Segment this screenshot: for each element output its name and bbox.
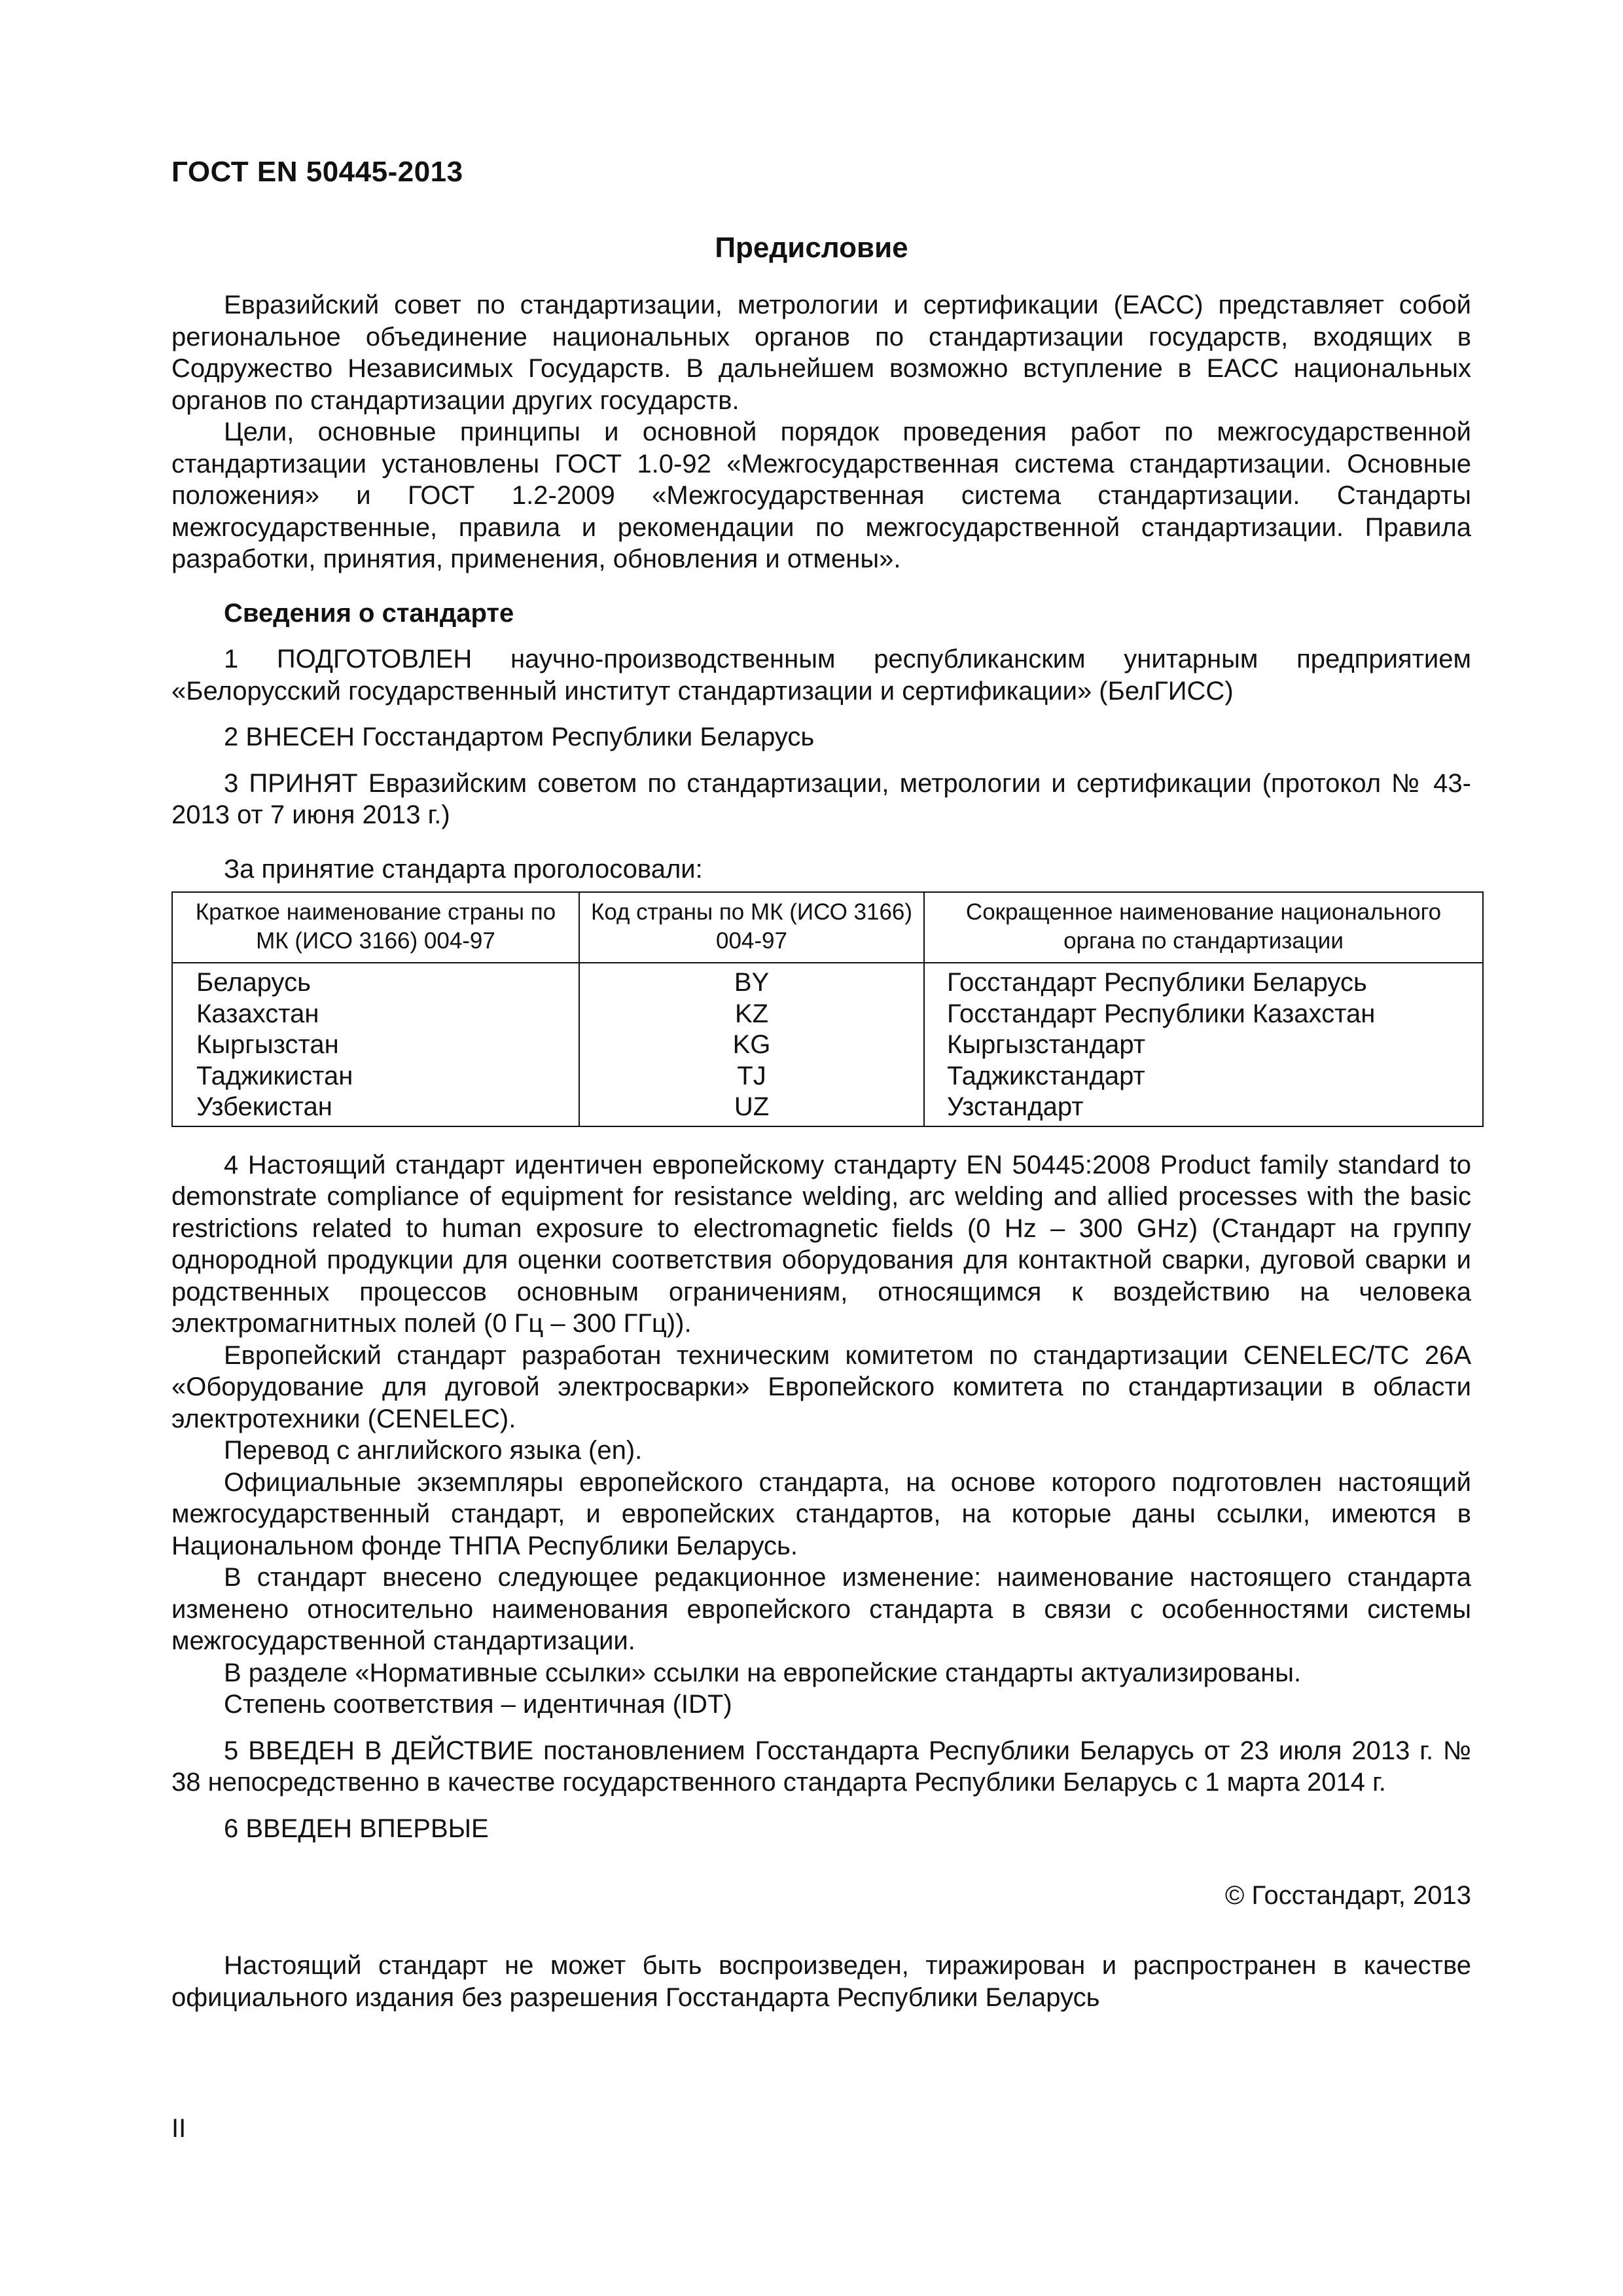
table-row [172,999,1483,1030]
table-header-org: Сокращенное наименование национального органа по стандартизации [924,892,1483,963]
table-cell-country: Казахстан [172,999,579,1030]
document-code: ГОСТ EN 50445-2013 [171,156,463,188]
item-4-paragraph-1: 4 Настоящий стандарт идентичен европейскому стандарту EN 50445:2008 Product family standard to demonstrate compliance of equipment for resistance welding, arc welding and allied processes with the basic restrictions related to human exposure to electromagnetic fields (0 Hz – 300 GHz) (Стандарт на группу однородной продукции для оценки соответствия оборудования для контактной сварки, дуговой сварки и родственных процессов основным ограничениям, относящимся к воздействию на человека электромагнитных полей (0 Гц – 300 ГГц)). [171,1150,1471,1338]
item-5: 5 ВВЕДЕН В ДЕЙСТВИЕ постановлением Госстандарта Республики Беларусь от 23 июля 2013 г. № 38 непосредственно в качестве государственного стандарта Республики Беларусь с 1 марта 2014 г. [171,1736,1471,1797]
item-4-paragraph-7: Степень соответствия – идентичная (IDT) [224,1690,732,1719]
item-6: 6 ВВЕДЕН ВПЕРВЫЕ [224,1814,489,1843]
notice-text: Настоящий стандарт не может быть воспроизведен, тиражирован и распространен в качестве официального издания без разрешения Госстандарта Республики Беларусь [171,1951,1471,2012]
table-cell-code: KG [579,1030,924,1061]
table-cell-org: Госстандарт Республики Казахстан [924,999,1483,1030]
table-cell-country: Таджикистан [172,1061,579,1092]
table-row [172,963,1483,999]
info-item-1: 1 ПОДГОТОВЛЕН научно-производственным республиканским унитарным предприятием «Белорусский государственный институт стандартизации и сертификации» (БелГИСС) [171,645,1471,706]
copyright: © Госстандарт, 2013 [1224,1881,1471,1910]
table-cell-org: Госстандарт Республики Беларусь [924,963,1483,999]
item-4-paragraph-2: Европейский стандарт разработан техническим комитетом по стандартизации CENELEC/TC 26A «Оборудование для дуговой электросварки» Европейского комитета по стандартизации в области электротехники (CENELEC). [171,1340,1471,1433]
item-4-paragraph-4: Официальные экземпляры европейского стандарта, на основе которого подготовлен настоящий межгосударственный стандарт, и европейских стандартов, на которые даны ссылки, имеются в Национальном фонде ТНПА Республики Беларусь. [171,1467,1471,1560]
voting-countries-table [171,891,1484,1127]
table-cell-org: Узстандарт [924,1092,1483,1126]
table-cell-code: KZ [579,999,924,1030]
item-4-paragraph-6: В разделе «Нормативные ссылки» ссылки на европейские стандарты актуализированы. [224,1658,1302,1687]
table-cell-org: Таджикстандарт [924,1061,1483,1092]
table-cell-code: UZ [579,1092,924,1126]
table-cell-org: Кыргызстандарт [924,1030,1483,1061]
intro-paragraph-1: Евразийский совет по стандартизации, метрологии и сертификации (ЕАСС) представляет собой региональное объединение национальных органов по стандартизации государств, входящих в Содружество Независимых Государств. В дальнейшем возможно вступление в ЕАСС национальных органов по стандартизации других государств. [171,291,1471,415]
info-item-3: 3 ПРИНЯТ Евразийским советом по стандартизации, метрологии и сертификации (протокол № 43-2013 от 7 июня 2013 г.) [171,768,1471,829]
intro-paragraph-2: Цели, основные принципы и основной порядок проведения работ по межгосударственной стандартизации установлены ГОСТ 1.0-92 «Межгосударственная система стандартизации. Основные положения» и ГОСТ 1.2-2009 «Межгосударственная система стандартизации. Стандарты межгосударственные, правила и рекомендации по межгосударственной стандартизации. Правила разработки, принятия, применения, обновления и отмены». [171,418,1471,573]
table-row [172,1030,1483,1061]
table-cell-country: Узбекистан [172,1092,579,1126]
document-body [171,289,1471,1844]
table-header-row [172,892,1483,963]
info-item-2: 2 ВНЕСЕН Госстандартом Республики Беларусь [224,723,815,751]
table-cell-code: TJ [579,1061,924,1092]
table-row [172,1092,1483,1126]
table-cell-country: Кыргызстан [172,1030,579,1061]
section-heading-standard-info: Сведения о стандарте [224,598,514,628]
item-4-paragraph-3: Перевод с английского языка (en). [224,1436,643,1465]
item-4-paragraph-5: В стандарт внесено следующее редакционное изменение: наименование настоящего стандарта изменено относительно наименования европейского стандарта в связи с особенностями системы межгосударственной стандартизации. [171,1563,1471,1655]
reproduction-notice [171,1950,1471,2013]
page-number: II [171,2114,187,2143]
table-cell-code: BY [579,963,924,999]
table-header-code: Код страны по МК (ИСО 3166) 004-97 [579,892,924,963]
page-title: Предисловие [715,232,908,264]
table-row [172,1061,1483,1092]
table-header-country: Краткое наименование страны по МК (ИСО 3166) 004-97 [172,892,579,963]
voted-label: За принятие стандарта проголосовали: [224,854,703,884]
table-cell-country: Беларусь [172,963,579,999]
